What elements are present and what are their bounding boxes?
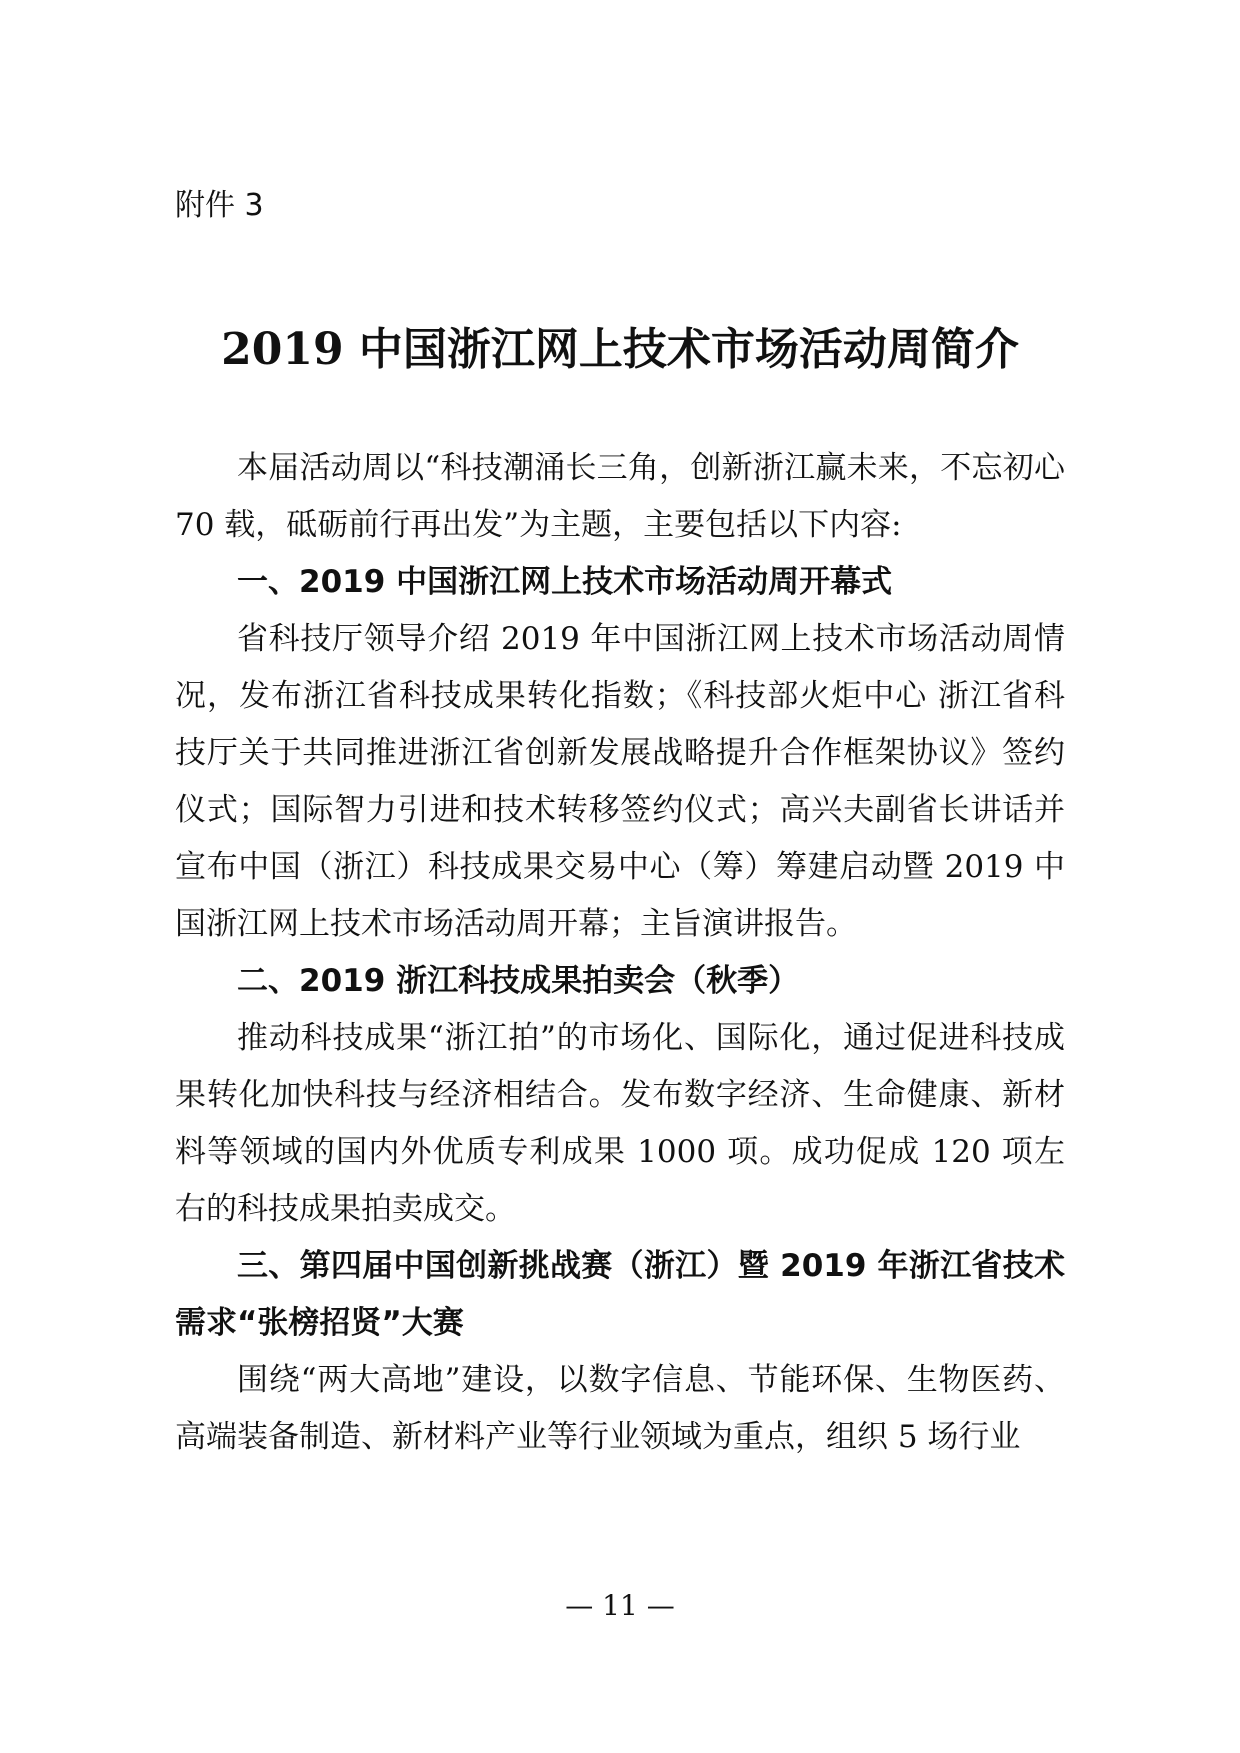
section-heading-2: 二、2019 浙江科技成果拍卖会（秋季） xyxy=(237,963,800,999)
attachment-label: 附件 3 xyxy=(175,188,264,223)
document-title: 2019 中国浙江网上技术市场活动周简介 xyxy=(221,324,1019,375)
page-number: — 11 — xyxy=(565,1589,675,1622)
intro-paragraph: 本届活动周以“科技潮涌长三角，创新浙江赢未来，不忘初心 70 载，砥砺前行再出发”为主题，主要包括以下内容: xyxy=(175,450,1065,543)
section-heading-3: 三、第四届中国创新挑战赛（浙江）暨 2019 年浙江省技术需求“张榜招贤”大赛 xyxy=(175,1248,1065,1341)
document-body xyxy=(175,440,1065,1466)
section-2-paragraph: 推动科技成果“浙江拍”的市场化、国际化，通过促进科技成果转化加快科技与经济相结合。发布数字经济、生命健康、新材料等领域的国内外优质专利成果 1000 项。成功促成 120 项左右的科技成果拍卖成交。 xyxy=(175,1020,1065,1227)
section-1-paragraph: 省科技厅领导介绍 2019 年中国浙江网上技术市场活动周情况，发布浙江省科技成果转化指数；《科技部火炬中心 浙江省科技厅关于共同推进浙江省创新发展战略提升合作框架协议》签约仪式；国际智力引进和技术转移签约仪式；高兴夫副省长讲话并宣布中国（浙江）科技成果交易中心（筹）筹建启动暨 2019 中国浙江网上技术市场活动周开幕；主旨演讲报告。 xyxy=(175,621,1065,942)
section-heading-1: 一、2019 中国浙江网上技术市场活动周开幕式 xyxy=(237,564,893,600)
section-3-paragraph: 围绕“两大高地”建设，以数字信息、节能环保、生物医药、高端装备制造、新材料产业等行业领域为重点，组织 5 场行业 xyxy=(175,1362,1065,1455)
